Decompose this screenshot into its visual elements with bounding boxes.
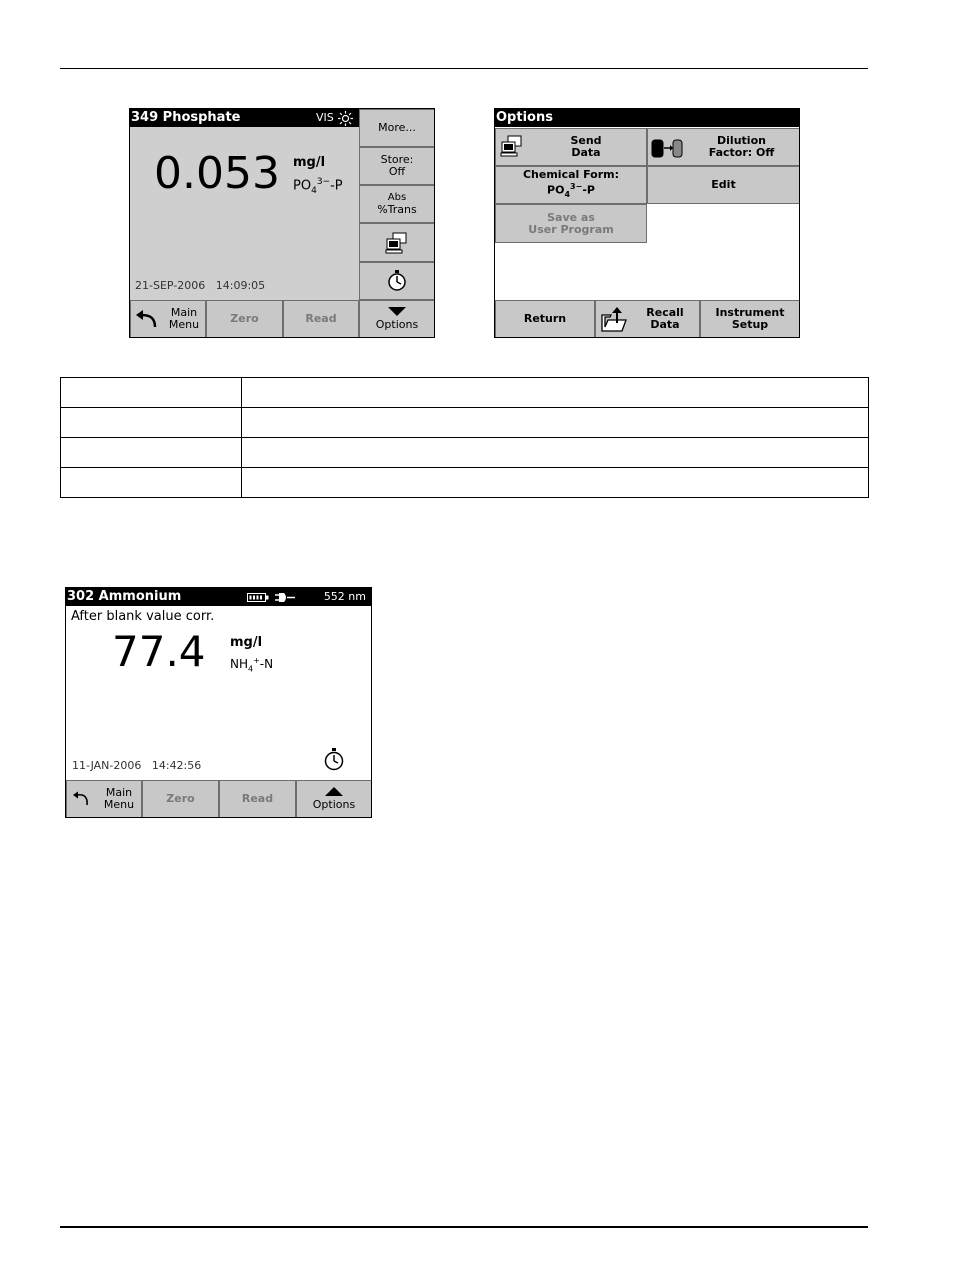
stopwatch-icon <box>323 748 345 772</box>
chemical-form: $NH_4^+-N$ <box>230 656 274 674</box>
return-button[interactable]: Return <box>495 300 595 338</box>
send-data-button[interactable] <box>359 223 435 262</box>
read-button[interactable]: Read <box>219 780 296 818</box>
timer-button[interactable] <box>359 262 435 300</box>
table-row <box>61 378 869 408</box>
options-button[interactable]: Options <box>296 780 372 818</box>
open-folder-icon <box>600 307 628 333</box>
read-button[interactable]: Read <box>283 300 359 338</box>
unit-label: mg/l <box>230 635 263 650</box>
timestamp: 11-JAN-2006 14:42:56 <box>72 759 202 772</box>
title-bar <box>495 109 799 127</box>
triangle-down-icon <box>388 307 406 317</box>
main-menu-button[interactable]: Main Menu <box>66 780 142 818</box>
options-screen <box>494 108 800 338</box>
more-button[interactable]: More... <box>359 109 435 147</box>
footer-rule <box>60 1226 868 1228</box>
title-bar <box>66 588 371 606</box>
title-bar <box>130 109 360 127</box>
reading-value: 77.4 <box>112 627 206 676</box>
unit-label: mg/l <box>293 155 326 170</box>
zero-button[interactable]: Zero <box>206 300 283 338</box>
send-data-button[interactable]: Send Data <box>495 128 647 166</box>
ammonium-screen <box>65 587 372 818</box>
chemical-form-button[interactable]: Chemical Form: $PO_4^{3-}-P$ <box>495 166 647 204</box>
phosphate-screen <box>129 108 435 338</box>
menu-title: Options <box>496 110 553 125</box>
lamp-icon <box>338 111 353 126</box>
power-plug-icon <box>275 592 295 603</box>
triangle-up-icon <box>325 787 343 797</box>
recall-data-button[interactable]: Recall Data <box>595 300 700 338</box>
table-row <box>61 468 869 498</box>
stopwatch-icon <box>387 270 407 292</box>
chemical-form-value: $PO_4^{3-}-P$ <box>547 182 595 199</box>
battery-icon <box>247 593 269 602</box>
back-arrow-icon <box>71 790 91 808</box>
test-title: 302 Ammonium <box>67 589 182 604</box>
main-menu-button[interactable]: Main Menu <box>130 300 206 338</box>
dilution-factor-button[interactable]: Dilution Factor: Off <box>647 128 800 166</box>
result-subtitle: After blank value corr. <box>71 609 215 624</box>
options-table <box>60 377 869 498</box>
mode-label: VIS <box>316 111 334 124</box>
options-button[interactable]: Options <box>359 300 435 338</box>
dilution-icon <box>651 137 683 159</box>
table-row <box>61 438 869 468</box>
zero-button[interactable]: Zero <box>142 780 219 818</box>
reading-value: 0.053 <box>154 148 280 199</box>
header-rule <box>60 68 868 69</box>
table-row <box>61 408 869 438</box>
abs-trans-button[interactable]: Abs %Trans <box>359 185 435 223</box>
edit-button[interactable]: Edit <box>647 166 800 204</box>
computer-icon <box>385 232 409 254</box>
timestamp: 21-SEP-2006 14:09:05 <box>135 279 266 292</box>
save-user-program-button[interactable]: Save as User Program <box>495 204 647 243</box>
chemical-form: $PO_4^{3-}-P$ <box>293 177 343 196</box>
back-arrow-icon <box>135 309 159 331</box>
computer-icon <box>500 135 524 159</box>
instrument-setup-button[interactable]: Instrument Setup <box>700 300 800 338</box>
wavelength-label: 552 nm <box>323 590 366 603</box>
test-title: 349 Phosphate <box>131 110 241 125</box>
store-button[interactable]: Store: Off <box>359 147 435 185</box>
